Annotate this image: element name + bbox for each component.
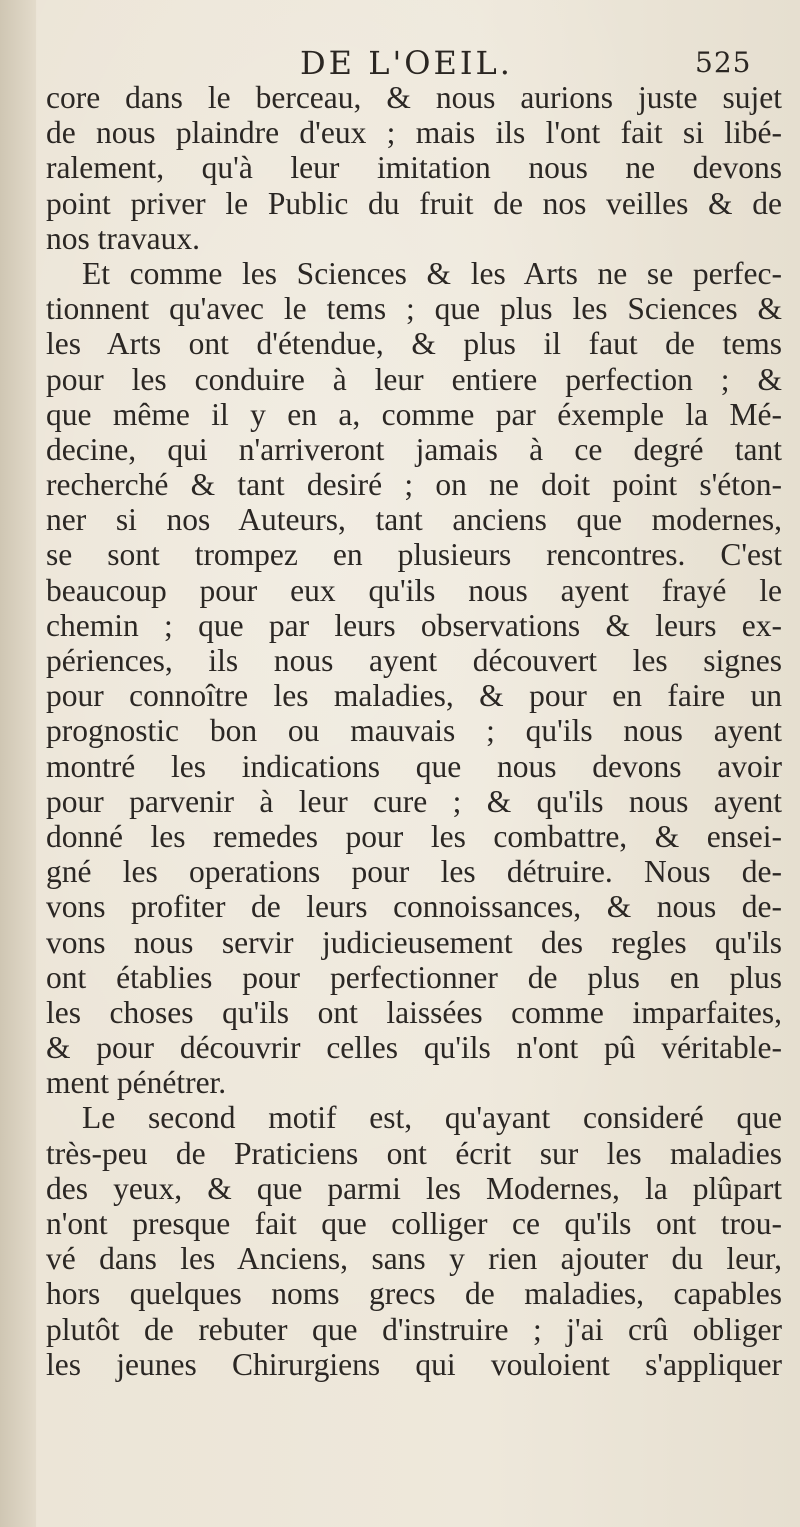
text-line: vons profiter de leurs connoissances, & nous de- [46, 889, 782, 925]
text-line: de nous plaindre d'eux ; mais ils l'ont fait si libé- [46, 115, 782, 151]
text-line: & pour découvrir celles qu'ils n'ont pû véritable- [46, 1030, 782, 1066]
text-line: montré les indications que nous devons avoir [46, 748, 782, 784]
page-header [0, 44, 800, 84]
text-line: pour connoître les maladies, & pour en faire un [46, 678, 782, 714]
text-line: ralement, qu'à leur imitation nous ne devons [46, 150, 782, 186]
page-number: 525 [695, 46, 752, 79]
text-line: tionnent qu'avec le tems ; que plus les Sciences & [46, 291, 782, 327]
text-line: decine, qui n'arriveront jamais à ce degré tant [46, 431, 782, 467]
text-line: plutôt de rebuter que d'instruire ; j'ai crû obliger [46, 1311, 782, 1347]
text-line: nos travaux. [46, 220, 200, 256]
text-line: chemin ; que par leurs observations & leurs ex- [46, 607, 782, 643]
text-line: pour parvenir à leur cure ; & qu'ils nous ayent [46, 783, 782, 819]
text-line: Et comme les Sciences & les Arts ne se perfec- [82, 255, 782, 291]
running-title: DE L'OEIL. [300, 44, 513, 82]
text-line: ont établies pour perfectionner de plus en plus [46, 959, 782, 995]
text-line: des yeux, & que parmi les Modernes, la plûpart [46, 1170, 782, 1206]
page-gutter-edge [0, 0, 36, 1527]
text-line: prognostic bon ou mauvais ; qu'ils nous ayent [46, 713, 782, 749]
text-line: les jeunes Chirurgiens qui vouloient s'appliquer [46, 1346, 782, 1382]
text-line: vé dans les Anciens, sans y rien ajouter du leur, [46, 1241, 782, 1277]
text-line: se sont trompez en plusieurs rencontres. C'est [46, 537, 782, 573]
text-line: vons nous servir judicieusement des regles qu'ils [46, 924, 782, 960]
text-line: Le second motif est, qu'ayant consideré que [82, 1100, 782, 1136]
text-line: hors quelques noms grecs de maladies, capables [46, 1276, 782, 1312]
text-line: ment pénétrer. [46, 1065, 227, 1101]
text-line: donné les remedes pour les combattre, & ensei- [46, 818, 782, 854]
text-line: recherché & tant desiré ; on ne doit point s'éton- [46, 467, 782, 503]
text-line: gné les operations pour les détruire. Nous de- [46, 854, 782, 890]
text-line: les choses qu'ils ont laissées comme imparfaites, [46, 994, 782, 1030]
text-line: beaucoup pour eux qu'ils nous ayent frayé le [46, 572, 782, 608]
body-text [46, 80, 782, 1382]
text-line: périences, ils nous ayent découvert les signes [46, 643, 782, 678]
text-line: ner si nos Auteurs, tant anciens que modernes, [46, 502, 782, 538]
text-line: pour les conduire à leur entiere perfection ; & [46, 361, 782, 397]
text-line: les Arts ont d'étendue, & plus il faut de tems [46, 326, 782, 362]
text-line: core dans le berceau, & nous aurions juste sujet [46, 80, 782, 115]
text-line: très-peu de Praticiens ont écrit sur les maladies [46, 1135, 782, 1171]
text-line: point priver le Public du fruit de nos veilles & de [46, 185, 782, 221]
text-line: n'ont presque fait que colliger ce qu'ils ont trou- [46, 1206, 782, 1241]
text-line: que même il y en a, comme par éxemple la Mé- [46, 396, 782, 432]
